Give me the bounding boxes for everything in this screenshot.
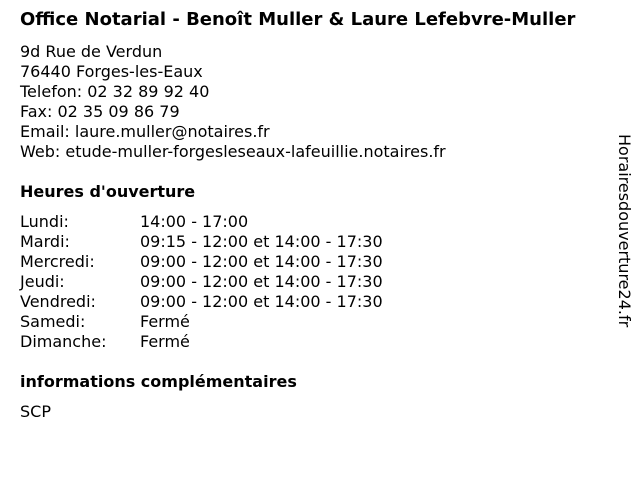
hours-day: Vendredi:: [20, 292, 96, 311]
hours-row: [20, 292, 610, 312]
hours-time: Fermé: [140, 312, 190, 331]
hours-day: Mardi:: [20, 232, 70, 251]
city-line: 76440 Forges-les-Eaux: [20, 62, 203, 81]
hours-row: [20, 332, 610, 352]
hours-row: [20, 272, 610, 292]
hours-row: [20, 212, 610, 232]
hours-day: Dimanche:: [20, 332, 107, 351]
office-title: Office Notarial - Benoît Muller & Laure Lefebvre-Muller: [20, 9, 576, 30]
address-line: 9d Rue de Verdun: [20, 42, 163, 61]
contact-block: [20, 42, 610, 162]
hours-time: 09:15 - 12:00 et 14:00 - 17:30: [140, 232, 383, 251]
phone-line: Telefon: 02 32 89 92 40: [20, 82, 210, 101]
info-heading: informations complémentaires: [20, 372, 297, 391]
hours-day: Lundi:: [20, 212, 69, 231]
hours-day: Jeudi:: [20, 272, 65, 291]
hours-row: [20, 312, 610, 332]
hours-row: [20, 252, 610, 272]
hours-row: [20, 232, 610, 252]
hours-time: 09:00 - 12:00 et 14:00 - 17:30: [140, 252, 383, 271]
hours-time: 14:00 - 17:00: [140, 212, 249, 231]
web-line: Web: etude-muller-forgesleseaux-lafeuillie.notaires.fr: [20, 142, 446, 161]
fax-line: Fax: 02 35 09 86 79: [20, 102, 180, 121]
hours-day: Mercredi:: [20, 252, 95, 271]
site-watermark: Horairesdouverture24.fr: [615, 134, 634, 328]
hours-time: 09:00 - 12:00 et 14:00 - 17:30: [140, 292, 383, 311]
hours-time: Fermé: [140, 332, 190, 351]
hours-day: Samedi:: [20, 312, 86, 331]
hours-time: 09:00 - 12:00 et 14:00 - 17:30: [140, 272, 383, 291]
hours-heading: Heures d'ouverture: [20, 182, 196, 201]
info-text: SCP: [20, 402, 51, 421]
hours-table: [20, 212, 610, 352]
office-card: [20, 10, 610, 422]
email-line: Email: laure.muller@notaires.fr: [20, 122, 270, 141]
